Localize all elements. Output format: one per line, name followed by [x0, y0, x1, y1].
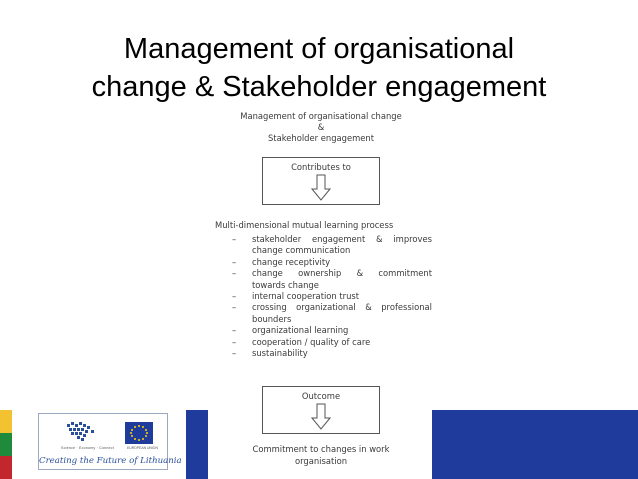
down-arrow-icon: [311, 403, 331, 431]
logo-caption: Creating the Future of Lithuania: [39, 456, 182, 466]
diagram-top-label-line-1: Management of organisational change: [240, 111, 402, 121]
diagram-top-label-line-3: Stakeholder engagement: [267, 133, 375, 143]
logo-small-text: Science · Economy · Connect: [61, 446, 114, 450]
footer-blue-bar-left: [186, 410, 208, 479]
logo-eu-text: EUROPEAN UNION: [127, 446, 158, 450]
process-list: [232, 234, 432, 359]
list-item: – internal cooperation trust: [232, 291, 360, 302]
outcome-box-label: Outcome: [301, 391, 341, 401]
list-item: – crossing organizational & professional bounders: [232, 302, 432, 324]
diagram-bottom-label-line-1: Commitment to changes in work: [252, 444, 390, 454]
program-logo: [38, 413, 182, 470]
diagram-bottom-label-line-2: organisation: [294, 456, 348, 466]
outcome-box: [262, 386, 380, 434]
eu-flag-icon: [125, 422, 153, 444]
contributes-box: [262, 157, 380, 205]
list-item: – sustainability: [232, 348, 308, 359]
process-heading: Multi-dimensional mutual learning process: [215, 220, 394, 230]
down-arrow-icon: [311, 174, 331, 202]
flag-stripe-yellow: [0, 410, 12, 433]
footer-blue-bar-right: [432, 410, 638, 479]
title-line-1: Management of organisational: [123, 33, 515, 65]
list-item: – cooperation / quality of care: [232, 336, 371, 347]
list-item: – change ownership & commitment towards change: [232, 268, 432, 290]
lithuania-map-logo-icon: [65, 420, 101, 444]
contributes-box-label: Contributes to: [291, 162, 351, 172]
title-line-2: change & Stakeholder engagement: [91, 71, 547, 103]
diagram-top-label-line-2: &: [317, 122, 325, 132]
list-item: – organizational learning: [232, 325, 349, 336]
flag-stripe-red: [0, 456, 12, 479]
list-item: – stakeholder engagement & improves change communication: [232, 234, 432, 256]
list-item: – change receptivity: [232, 256, 331, 267]
flag-stripe-green: [0, 433, 12, 456]
